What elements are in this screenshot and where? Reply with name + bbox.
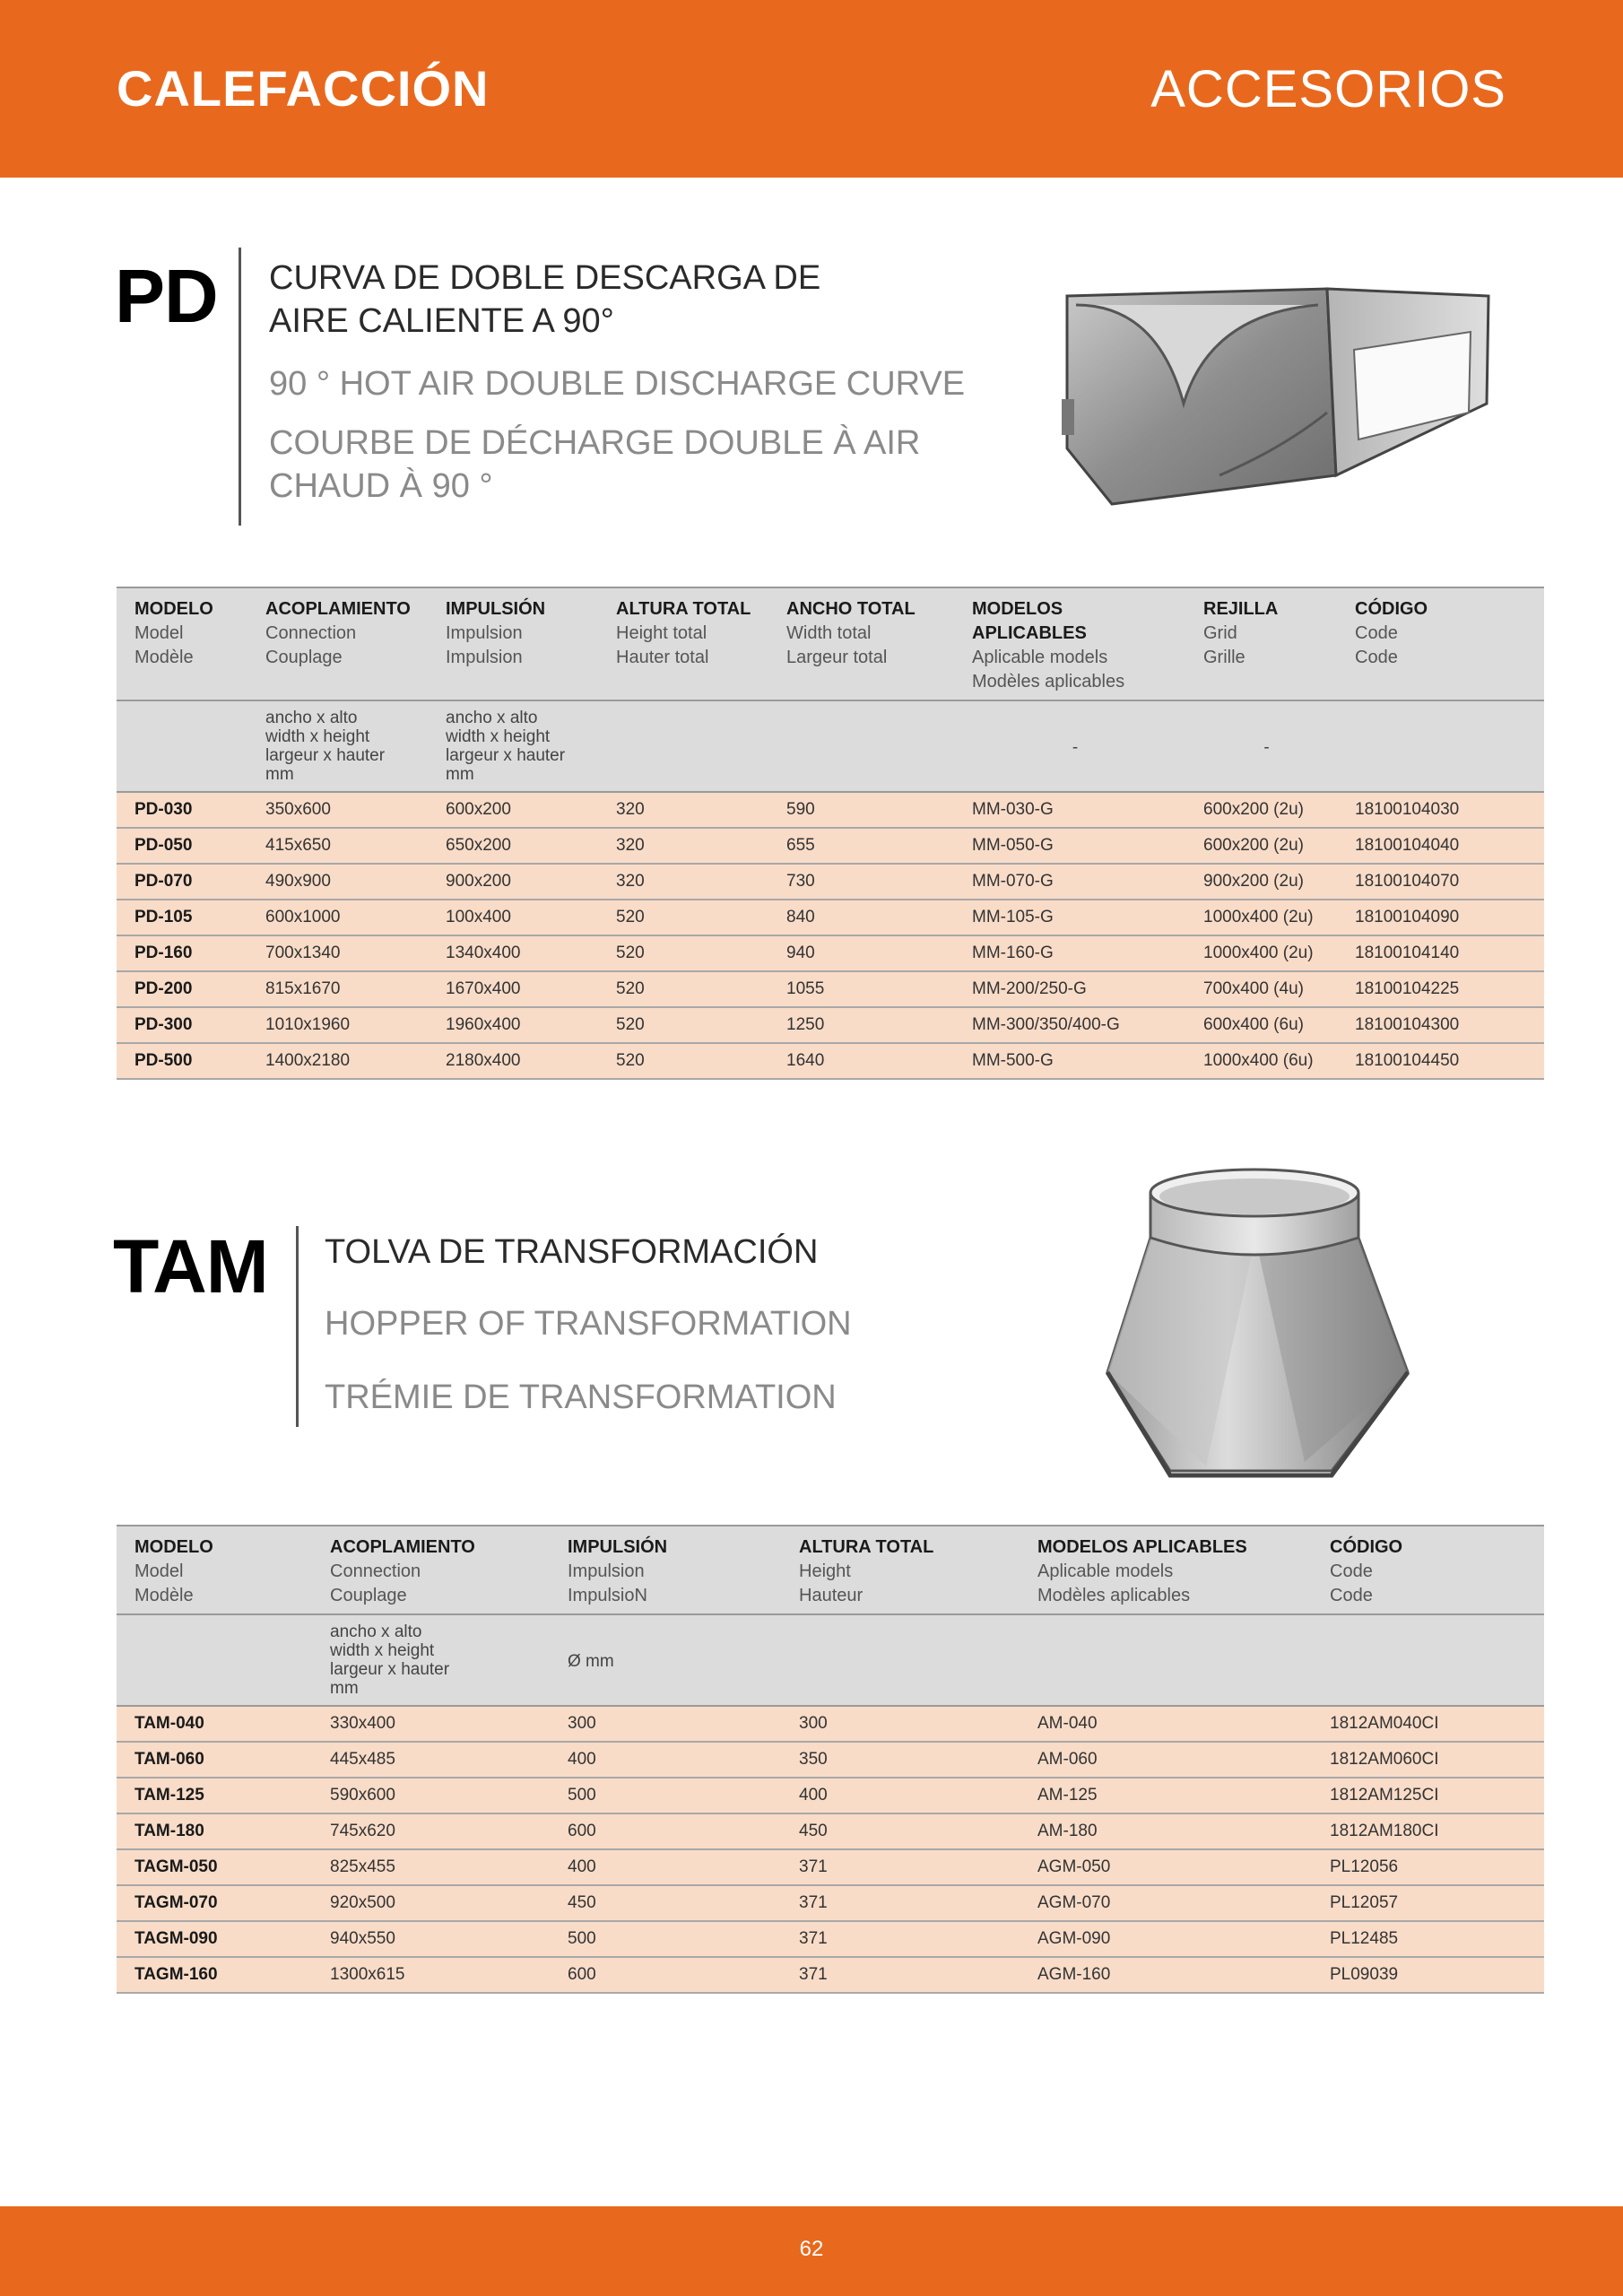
table-row bbox=[117, 935, 1544, 971]
model-cell: PD-050 bbox=[117, 828, 247, 864]
table-cell: 520 bbox=[598, 935, 768, 971]
pd-col-header bbox=[954, 587, 1185, 700]
tam-title-fr: TRÉMIE DE TRANSFORMATION bbox=[325, 1378, 837, 1416]
table-cell: 650x200 bbox=[428, 828, 598, 864]
table-row bbox=[117, 792, 1544, 828]
pd-product-photo bbox=[1049, 269, 1497, 520]
pd-unit-cell: - bbox=[1185, 700, 1337, 792]
table-cell: 400 bbox=[550, 1742, 781, 1778]
table-cell: 520 bbox=[598, 1007, 768, 1043]
table-cell: 330x400 bbox=[312, 1706, 550, 1742]
table-row bbox=[117, 1742, 1544, 1778]
table-cell: 400 bbox=[550, 1849, 781, 1885]
table-cell: 415x650 bbox=[247, 828, 428, 864]
pd-col-header-line: Modèles aplicables bbox=[972, 672, 1125, 691]
table-cell: 450 bbox=[550, 1885, 781, 1921]
pd-col-header bbox=[247, 587, 428, 700]
model-cell: TAGM-070 bbox=[117, 1885, 312, 1921]
table-cell: 1960x400 bbox=[428, 1007, 598, 1043]
table-cell: MM-160-G bbox=[954, 935, 1185, 971]
table-cell: 400 bbox=[781, 1778, 1020, 1813]
pd-col-header-line: REJILLA bbox=[1203, 599, 1279, 619]
pd-title-block bbox=[269, 257, 1004, 508]
table-cell: AM-125 bbox=[1020, 1778, 1312, 1813]
table-cell: 100x400 bbox=[428, 900, 598, 935]
table-cell: 520 bbox=[598, 971, 768, 1007]
pd-title-es bbox=[269, 257, 1004, 343]
table-cell: 655 bbox=[768, 828, 954, 864]
table-cell: 1812AM060CI bbox=[1312, 1742, 1544, 1778]
table-cell: AM-060 bbox=[1020, 1742, 1312, 1778]
table-row bbox=[117, 1849, 1544, 1885]
table-cell: 18100104040 bbox=[1337, 828, 1544, 864]
table-row bbox=[117, 1043, 1544, 1079]
table-cell: 300 bbox=[550, 1706, 781, 1742]
pd-col-header-line: Couplage bbox=[265, 648, 343, 667]
table-cell: MM-070-G bbox=[954, 864, 1185, 900]
tam-unit-cell: Ø mm bbox=[550, 1614, 781, 1706]
tam-col-header-line: Height bbox=[799, 1561, 851, 1581]
model-cell: PD-200 bbox=[117, 971, 247, 1007]
table-row bbox=[117, 1957, 1544, 1993]
table-cell: 840 bbox=[768, 900, 954, 935]
table-cell: 1812AM180CI bbox=[1312, 1813, 1544, 1849]
pd-units-row bbox=[117, 700, 1544, 792]
pd-col-header bbox=[1337, 587, 1544, 700]
tam-unit-cell bbox=[1312, 1614, 1544, 1706]
table-row bbox=[117, 1885, 1544, 1921]
table-cell: 18100104090 bbox=[1337, 900, 1544, 935]
table-cell: 2180x400 bbox=[428, 1043, 598, 1079]
table-cell: 600 bbox=[550, 1813, 781, 1849]
pd-unit-cell: - bbox=[954, 700, 1185, 792]
table-cell: 600 bbox=[550, 1957, 781, 1993]
table-cell: 900x200 bbox=[428, 864, 598, 900]
table-cell: MM-300/350/400-G bbox=[954, 1007, 1185, 1043]
pd-unit-cell bbox=[768, 700, 954, 792]
pd-title-fr-line1: COURBE DE DÉCHARGE DOUBLE À AIR bbox=[269, 424, 921, 462]
table-row bbox=[117, 1778, 1544, 1813]
table-cell: AGM-160 bbox=[1020, 1957, 1312, 1993]
table-cell: 1055 bbox=[768, 971, 954, 1007]
table-cell: 320 bbox=[598, 864, 768, 900]
table-row bbox=[117, 1706, 1544, 1742]
table-cell: 1670x400 bbox=[428, 971, 598, 1007]
pd-col-header-line: CÓDIGO bbox=[1355, 599, 1428, 619]
tam-title-block bbox=[325, 1231, 1006, 1419]
table-cell: 700x1340 bbox=[247, 935, 428, 971]
tam-units-row bbox=[117, 1614, 1544, 1706]
pd-col-header-line: MODELO bbox=[135, 599, 213, 619]
pd-code: PD bbox=[115, 254, 218, 338]
table-cell: 1000x400 (2u) bbox=[1185, 900, 1337, 935]
table-cell: MM-500-G bbox=[954, 1043, 1185, 1079]
table-cell: 1000x400 (6u) bbox=[1185, 1043, 1337, 1079]
table-cell: PL09039 bbox=[1312, 1957, 1544, 1993]
pd-title-es-line1: CURVA DE DOBLE DESCARGA DE bbox=[269, 259, 821, 297]
tam-table-body bbox=[117, 1706, 1544, 1993]
table-cell: 815x1670 bbox=[247, 971, 428, 1007]
tam-title-es: TOLVA DE TRANSFORMACIÓN bbox=[325, 1233, 819, 1271]
table-cell: AGM-070 bbox=[1020, 1885, 1312, 1921]
pd-col-header-line: Impulsion bbox=[446, 623, 523, 643]
model-cell: TAGM-160 bbox=[117, 1957, 312, 1993]
table-cell: 320 bbox=[598, 792, 768, 828]
tam-divider bbox=[296, 1226, 299, 1427]
pd-col-header-line: MODELOS APLICABLES bbox=[972, 599, 1087, 643]
table-cell: 590 bbox=[768, 792, 954, 828]
pd-table-body bbox=[117, 792, 1544, 1079]
pd-col-header bbox=[117, 587, 247, 700]
tam-col-header-line: Couplage bbox=[330, 1586, 407, 1605]
table-row bbox=[117, 900, 1544, 935]
table-cell: MM-200/250-G bbox=[954, 971, 1185, 1007]
table-cell: 445x485 bbox=[312, 1742, 550, 1778]
table-cell: 1640 bbox=[768, 1043, 954, 1079]
table-cell: 18100104225 bbox=[1337, 971, 1544, 1007]
table-cell: 825x455 bbox=[312, 1849, 550, 1885]
table-cell: 600x200 bbox=[428, 792, 598, 828]
pd-col-header-line: ALTURA TOTAL bbox=[616, 599, 751, 619]
section-title: CALEFACCIÓN bbox=[117, 60, 490, 117]
tam-col-header-line: Impulsion bbox=[568, 1561, 645, 1581]
page-number: 62 bbox=[799, 2237, 824, 2261]
tam-col-header-line: MODELOS APLICABLES bbox=[1037, 1537, 1247, 1557]
model-cell: TAM-060 bbox=[117, 1742, 312, 1778]
page-header bbox=[0, 0, 1623, 178]
tam-col-header-line: Code bbox=[1330, 1586, 1373, 1605]
model-cell: PD-070 bbox=[117, 864, 247, 900]
table-row bbox=[117, 1921, 1544, 1957]
pd-col-header-line: Modèle bbox=[135, 648, 194, 667]
table-cell: 18100104300 bbox=[1337, 1007, 1544, 1043]
table-cell: 1812AM125CI bbox=[1312, 1778, 1544, 1813]
tam-col-header-line: ImpulsioN bbox=[568, 1586, 647, 1605]
table-cell: 18100104450 bbox=[1337, 1043, 1544, 1079]
table-cell: 1340x400 bbox=[428, 935, 598, 971]
tam-unit-cell bbox=[1020, 1614, 1312, 1706]
table-cell: 1250 bbox=[768, 1007, 954, 1043]
tam-product-photo bbox=[1098, 1166, 1421, 1480]
tam-unit-cell bbox=[117, 1614, 312, 1706]
pd-title-fr bbox=[269, 422, 1004, 508]
page-footer bbox=[0, 2206, 1623, 2296]
model-cell: PD-500 bbox=[117, 1043, 247, 1079]
table-cell: MM-050-G bbox=[954, 828, 1185, 864]
tam-code: TAM bbox=[113, 1224, 268, 1309]
table-cell: 600x1000 bbox=[247, 900, 428, 935]
model-cell: TAM-125 bbox=[117, 1778, 312, 1813]
table-cell: 371 bbox=[781, 1885, 1020, 1921]
tam-title-en: HOPPER OF TRANSFORMATION bbox=[325, 1305, 852, 1343]
table-cell: 920x500 bbox=[312, 1885, 550, 1921]
pd-col-header-line: Grid bbox=[1203, 623, 1237, 643]
table-cell: 700x400 (4u) bbox=[1185, 971, 1337, 1007]
tam-col-header-line: Code bbox=[1330, 1561, 1373, 1581]
tam-unit-cell: ancho x alto width x height largeur x hauter mm bbox=[312, 1614, 550, 1706]
table-cell: 940 bbox=[768, 935, 954, 971]
table-cell: PL12057 bbox=[1312, 1885, 1544, 1921]
pd-title-fr-line2: CHAUD À 90 ° bbox=[269, 467, 493, 505]
table-cell: 600x200 (2u) bbox=[1185, 792, 1337, 828]
pd-col-header bbox=[768, 587, 954, 700]
pd-title-en: 90 ° HOT AIR DOUBLE DISCHARGE CURVE bbox=[269, 365, 966, 403]
pd-unit-cell bbox=[1337, 700, 1544, 792]
model-cell: PD-105 bbox=[117, 900, 247, 935]
table-cell: 730 bbox=[768, 864, 954, 900]
tam-col-header-line: Aplicable models bbox=[1037, 1561, 1174, 1581]
pd-col-header-line: ACOPLAMIENTO bbox=[265, 599, 411, 619]
table-row bbox=[117, 864, 1544, 900]
table-cell: 450 bbox=[781, 1813, 1020, 1849]
pd-title-es-line2: AIRE CALIENTE A 90° bbox=[269, 302, 614, 340]
table-cell: 900x200 (2u) bbox=[1185, 864, 1337, 900]
table-cell: 490x900 bbox=[247, 864, 428, 900]
pd-col-header bbox=[598, 587, 768, 700]
pd-unit-cell bbox=[117, 700, 247, 792]
table-cell: 745x620 bbox=[312, 1813, 550, 1849]
pd-col-header-line: Model bbox=[135, 623, 184, 643]
table-cell: 371 bbox=[781, 1921, 1020, 1957]
pd-col-header bbox=[1185, 587, 1337, 700]
tam-col-header bbox=[1312, 1526, 1544, 1614]
tam-col-header bbox=[312, 1526, 550, 1614]
tam-col-header-line: MODELO bbox=[135, 1537, 213, 1557]
table-cell: 520 bbox=[598, 900, 768, 935]
table-cell: 940x550 bbox=[312, 1921, 550, 1957]
pd-col-header-line: Largeur total bbox=[786, 648, 888, 667]
pd-col-header-line: Impulsion bbox=[446, 648, 523, 667]
table-cell: 1812AM040CI bbox=[1312, 1706, 1544, 1742]
pd-col-header-line: Connection bbox=[265, 623, 357, 643]
table-cell: 600x400 (6u) bbox=[1185, 1007, 1337, 1043]
table-cell: 1000x400 (2u) bbox=[1185, 935, 1337, 971]
tam-col-header bbox=[550, 1526, 781, 1614]
pd-unit-cell bbox=[598, 700, 768, 792]
table-cell: AGM-050 bbox=[1020, 1849, 1312, 1885]
pd-spec-table bbox=[117, 587, 1544, 1080]
table-cell: MM-030-G bbox=[954, 792, 1185, 828]
tam-col-header-line: IMPULSIÓN bbox=[568, 1537, 668, 1557]
pd-col-header-line: Width total bbox=[786, 623, 872, 643]
table-cell: 590x600 bbox=[312, 1778, 550, 1813]
pd-col-header-line: ANCHO TOTAL bbox=[786, 599, 916, 619]
model-cell: TAGM-050 bbox=[117, 1849, 312, 1885]
pd-header-row bbox=[117, 587, 1544, 700]
model-cell: TAM-040 bbox=[117, 1706, 312, 1742]
tam-col-header-line: Modèle bbox=[135, 1586, 194, 1605]
table-cell: PL12485 bbox=[1312, 1921, 1544, 1957]
table-row bbox=[117, 828, 1544, 864]
table-cell: 350x600 bbox=[247, 792, 428, 828]
pd-divider bbox=[239, 248, 241, 526]
table-cell: 350 bbox=[781, 1742, 1020, 1778]
tam-col-header-line: ALTURA TOTAL bbox=[799, 1537, 934, 1557]
table-cell: 1400x2180 bbox=[247, 1043, 428, 1079]
pd-col-header-line: Hauter total bbox=[616, 648, 709, 667]
pd-unit-cell: ancho x alto width x height largeur x hauter mm bbox=[428, 700, 598, 792]
model-cell: PD-030 bbox=[117, 792, 247, 828]
tam-col-header-line: ACOPLAMIENTO bbox=[330, 1537, 475, 1557]
table-cell: 600x200 (2u) bbox=[1185, 828, 1337, 864]
table-cell: AGM-090 bbox=[1020, 1921, 1312, 1957]
table-cell: AM-180 bbox=[1020, 1813, 1312, 1849]
table-cell: 500 bbox=[550, 1921, 781, 1957]
table-cell: AM-040 bbox=[1020, 1706, 1312, 1742]
table-cell: 18100104030 bbox=[1337, 792, 1544, 828]
pd-col-header-line: Code bbox=[1355, 623, 1398, 643]
model-cell: TAM-180 bbox=[117, 1813, 312, 1849]
table-cell: 18100104070 bbox=[1337, 864, 1544, 900]
table-cell: 18100104140 bbox=[1337, 935, 1544, 971]
table-cell: 371 bbox=[781, 1849, 1020, 1885]
tam-spec-table bbox=[117, 1525, 1544, 1994]
table-row bbox=[117, 1007, 1544, 1043]
table-cell: 520 bbox=[598, 1043, 768, 1079]
table-cell: 300 bbox=[781, 1706, 1020, 1742]
table-row bbox=[117, 1813, 1544, 1849]
table-cell: 371 bbox=[781, 1957, 1020, 1993]
pd-col-header-line: IMPULSIÓN bbox=[446, 599, 546, 619]
pd-col-header-line: Aplicable models bbox=[972, 648, 1108, 667]
table-cell: 1300x615 bbox=[312, 1957, 550, 1993]
tam-col-header bbox=[1020, 1526, 1312, 1614]
table-cell: 1010x1960 bbox=[247, 1007, 428, 1043]
table-cell: PL12056 bbox=[1312, 1849, 1544, 1885]
table-cell: 320 bbox=[598, 828, 768, 864]
model-cell: TAGM-090 bbox=[117, 1921, 312, 1957]
tam-unit-cell bbox=[781, 1614, 1020, 1706]
tam-col-header-line: Connection bbox=[330, 1561, 421, 1581]
tam-header-row bbox=[117, 1526, 1544, 1614]
tam-col-header bbox=[781, 1526, 1020, 1614]
pd-unit-cell: ancho x alto width x height largeur x hauter mm bbox=[247, 700, 428, 792]
pd-col-header bbox=[428, 587, 598, 700]
pd-col-header-line: Height total bbox=[616, 623, 707, 643]
tam-col-header-line: CÓDIGO bbox=[1330, 1537, 1403, 1557]
model-cell: PD-160 bbox=[117, 935, 247, 971]
pd-col-header-line: Grille bbox=[1203, 648, 1245, 667]
table-cell: MM-105-G bbox=[954, 900, 1185, 935]
tam-col-header-line: Hauteur bbox=[799, 1586, 864, 1605]
category-title: ACCESORIOS bbox=[1150, 60, 1506, 118]
table-row bbox=[117, 971, 1544, 1007]
table-cell: 500 bbox=[550, 1778, 781, 1813]
model-cell: PD-300 bbox=[117, 1007, 247, 1043]
pd-col-header-line: Code bbox=[1355, 648, 1398, 667]
tam-col-header-line: Model bbox=[135, 1561, 184, 1581]
tam-col-header bbox=[117, 1526, 312, 1614]
tam-col-header-line: Modèles aplicables bbox=[1037, 1586, 1191, 1605]
